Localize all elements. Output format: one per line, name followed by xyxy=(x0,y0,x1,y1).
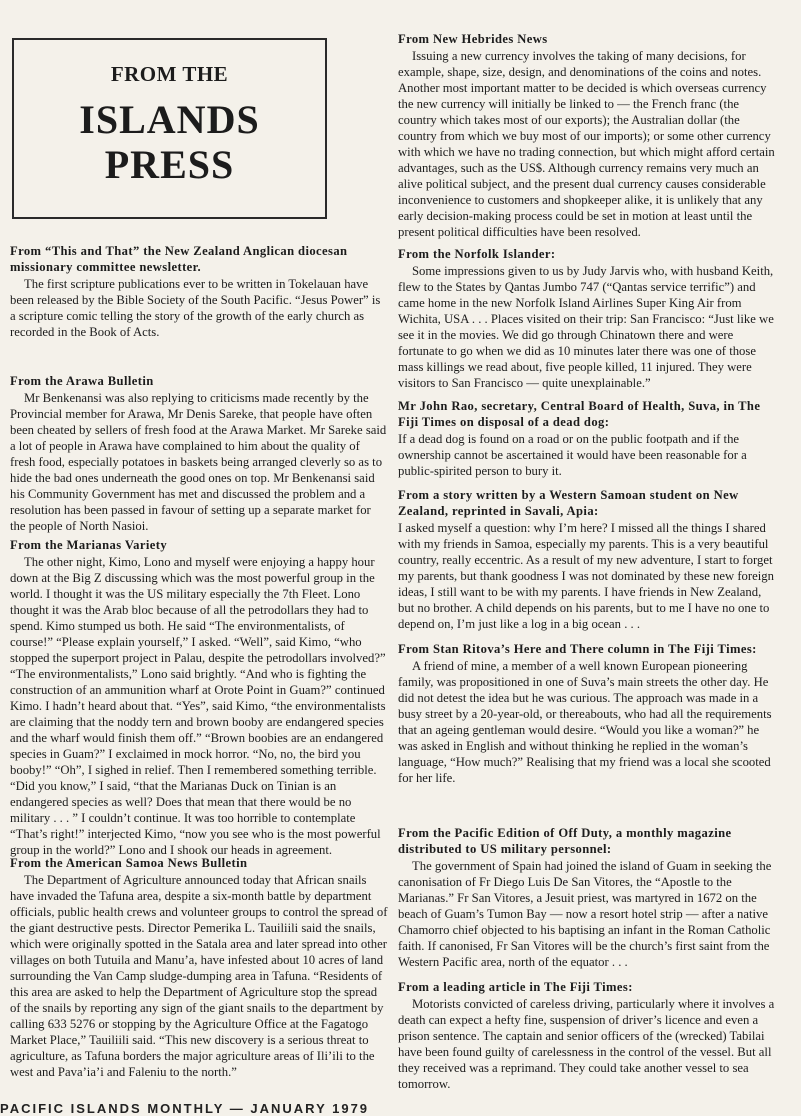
section-title-line-1: FROM THE xyxy=(110,62,229,86)
article-body: If a dead dog is found on a road or on the public footpath and if the ownership cannot be ascertained it would have been reasonable for a public-spirited person to bury it. xyxy=(398,432,747,478)
article-body: Mr Benkenansi was also replying to criticisms made recently by the Provincial member for Arawa, Mr Denis Sareke, that people have often been cheated by sellers of fresh food at the Arawa Market. Mr Sareke said a lot of people in Arawa have complained to him about the quality of fresh food, especially potatoes in baskets being arranged cleverly so as to hide the bad ones underneath the good ones on top. Mr Benkenansi said his Community Government has met and discussed the problem and a resolution has been passed in favour of setting up a separate market for the people of North Nasioi. xyxy=(10,391,387,533)
article-anglican-newsletter xyxy=(10,243,388,340)
article-body: Some impressions given to us by Judy Jarvis who, with husband Keith, flew to the States by Qantas Jumbo 747 (“Qantas service terrific”) and came home in the new Norfolk Island Airlines Super King Air from Wichita, USA . . . Places visited on their trip: San Francisco: “Just like we see it in the movies. We did go through Chinatown there and were fortunate to go when we did as 10 minutes later there was one of those mass killings we read about, five people killed, 11 injured. They were visitors to San Francisco — quite unexplainable.” xyxy=(398,264,774,390)
article-body: Motorists convicted of careless driving, particularly where it involves a death can expect a hefty fine, suspension of driver’s licence and even a prison sentence. The captain and senior officers of the (wrecked) Tabilai have been found guilty of carelessness in the control of the vessel. But all they received was a reprimand. They could take another vessel to sea tomorrow. xyxy=(398,997,775,1091)
article-heading: From Stan Ritova’s Here and There column in The Fiji Times: xyxy=(398,642,757,656)
article-heading: From New Hebrides News xyxy=(398,32,548,46)
article-samoan-student-story xyxy=(398,487,778,632)
article-heading: From the American Samoa News Bulletin xyxy=(10,856,248,870)
article-heading: From a leading article in The Fiji Times: xyxy=(398,980,633,994)
article-american-samoa-news xyxy=(10,855,388,1080)
article-norfolk-islander xyxy=(398,246,778,391)
article-fiji-times-dead-dog xyxy=(398,398,778,479)
page-footer: PACIFIC ISLANDS MONTHLY — JANUARY 1979 xyxy=(0,1101,370,1116)
article-body: Issuing a new currency involves the taking of many decisions, for example, shape, size, design, and denominations of the coins and notes. Another most important matter to be decided is which overseas currency the new currency will initially be linked to — the French franc (the country which takes most of our exports); the Australian dollar (the country from which we buy most of our imports); or some other currency with which we have no trading connection, but which might afford certain advantages, such as the US$. Although currency remains very much an alive political subject, and the present dual currency causes considerable inconvenience to customers and shopkeeper alike, it is unlikely that any early decision-making process could be set in motion at least until the present political difficulties have been resolved. xyxy=(398,49,775,239)
article-body: The government of Spain had joined the island of Guam in seeking the canonisation of Fr Diego Luis De San Vitores, the “Apostle to the Marianas.” Fr San Vitores, a Jesuit priest, was martyred in 1672 on the beach of Guam’s Tumon Bay — now a resort hotel strip — after a native Chamorro chief objected to his baptising an infant in the Roman Catholic faith. If canonised, Fr San Vitores will be the church’s first saint from the Western Pacific area, north of the equator . . . xyxy=(398,859,772,969)
section-title-box xyxy=(12,38,327,219)
article-heading: From “This and That” the New Zealand Anglican diocesan missionary committee newsletter. xyxy=(10,244,348,274)
section-title-line-3: PRESS xyxy=(104,142,235,187)
article-heading: From the Marianas Variety xyxy=(10,538,168,552)
article-fiji-times-leading xyxy=(398,979,778,1092)
article-marianas-variety xyxy=(10,537,388,858)
article-arawa-bulletin xyxy=(10,373,388,534)
article-body: I asked myself a question: why I’m here? I missed all the things I shared with my friends in Samoa, especially my parents. This is a very beautiful country, really eccentric. As a result of my new adventure, I start to forget my parents, but thank goodness I was not dominated by these new foreign ideas, I still want to be with my parents. I have friends in New Zealand, but no brother. A child depends on his parents, but to me I have no one to depend on, I’m just like a log in a big ocean . . . xyxy=(398,521,774,631)
article-off-duty-magazine xyxy=(398,825,778,970)
article-body: The Department of Agriculture announced today that African snails have invaded the Tafuna area, despite a six-month battle by department officials, public health crews and volunteer groups to control the spread of the giant destructive pests. Director Pemerika L. Tauiliili said the snails, which were originally spotted in the Satala area and later spread into other villages on both Tutuila and Manu’a, have infested about 10 acres of land surrounding the Van Camp sludge-dumping area in Tafuna. “Residents of this area are asked to help the Department of Agriculture stop the spread of the snails by reporting any sign of the giant snails to the department by calling 633 5276 or stopping by the Agriculture Office at the Fagatogo Market Place,” Tauiliili said. “This new discovery is a serious threat to agriculture, as Tafuna borders the major agriculture areas of Ili’ili to the west and Pava’ia’i and Faleniu to the north.” xyxy=(10,873,388,1079)
article-body: The other night, Kimo, Lono and myself were enjoying a happy hour down at the Big Z discussing which was the most powerful group in the world. I thought it was the US military especially the 7th Fleet. Lono thought it was the Arab bloc because of all the petrodollars they had to spend. Kimo stumped us both. He said “The environmentalists, of course!” “Please explain yourself,” I asked. “Well”, said Kimo, “who stopped the superport project in Palau, despite the petrodollars involved?” “The environmentalists,” Lono said brightly. “And who is fighting the construction of an ammunition wharf at Orote Point in Guam?” continued Kimo. I hadn’t heard about that. “Yes”, said Kimo, “the environmentalists are claiming that the noddy tern and brown booby are endangered species and the wharf would finish them off.” “Brown boobies are an endangered species in Guam?” I exclaimed in mock horror. “No, no, the bird you booby!” “Oh”, I sighed in relief. Then I remembered something terrible. “Did you know,” I said, “that the Marianas Duck on Tinian is an endangered species as well? Does that mean that there would be no military . . . ” I couldn’t continue. It was too horrible to contemplate “That’s right!” interjected Kimo, “now you see who is the most powerful group in the world?” Lono and I shook our heads in agreement. xyxy=(10,555,386,857)
article-heading: Mr John Rao, secretary, Central Board of Health, Suva, in The Fiji Times on disposal of a dead dog: xyxy=(398,399,761,429)
article-body: The first scripture publications ever to be written in Tokelauan have been released by the Bible Society of the South Pacific. “Jesus Power” is a scripture comic telling the story of the growth of the early church as recorded in the Book of Acts. xyxy=(10,277,381,339)
article-new-hebrides-news xyxy=(398,31,778,240)
article-stan-ritova-column xyxy=(398,641,778,786)
article-heading: From the Pacific Edition of Off Duty, a monthly magazine distributed to US military personnel: xyxy=(398,826,732,856)
section-title-line-2: ISLANDS xyxy=(79,97,260,142)
article-body: A friend of mine, a member of a well known European pioneering family, was propositioned in one of Suva’s main streets the other day. He did not detest the idea but he was curious. The approach was made in a busy street by a 20-year-old, or thereabouts, who had all the requirements that an ageing gentleman would desire. “Would you like a woman?” he was asked in English and without thinking he replied in the woman’s language, “How much?” Realising that my friend was a local she scooted for her life. xyxy=(398,659,772,785)
article-heading: From a story written by a Western Samoan student on New Zealand, reprinted in Savali, Apia: xyxy=(398,488,739,518)
article-heading: From the Arawa Bulletin xyxy=(10,374,154,388)
article-heading: From the Norfolk Islander: xyxy=(398,247,556,261)
